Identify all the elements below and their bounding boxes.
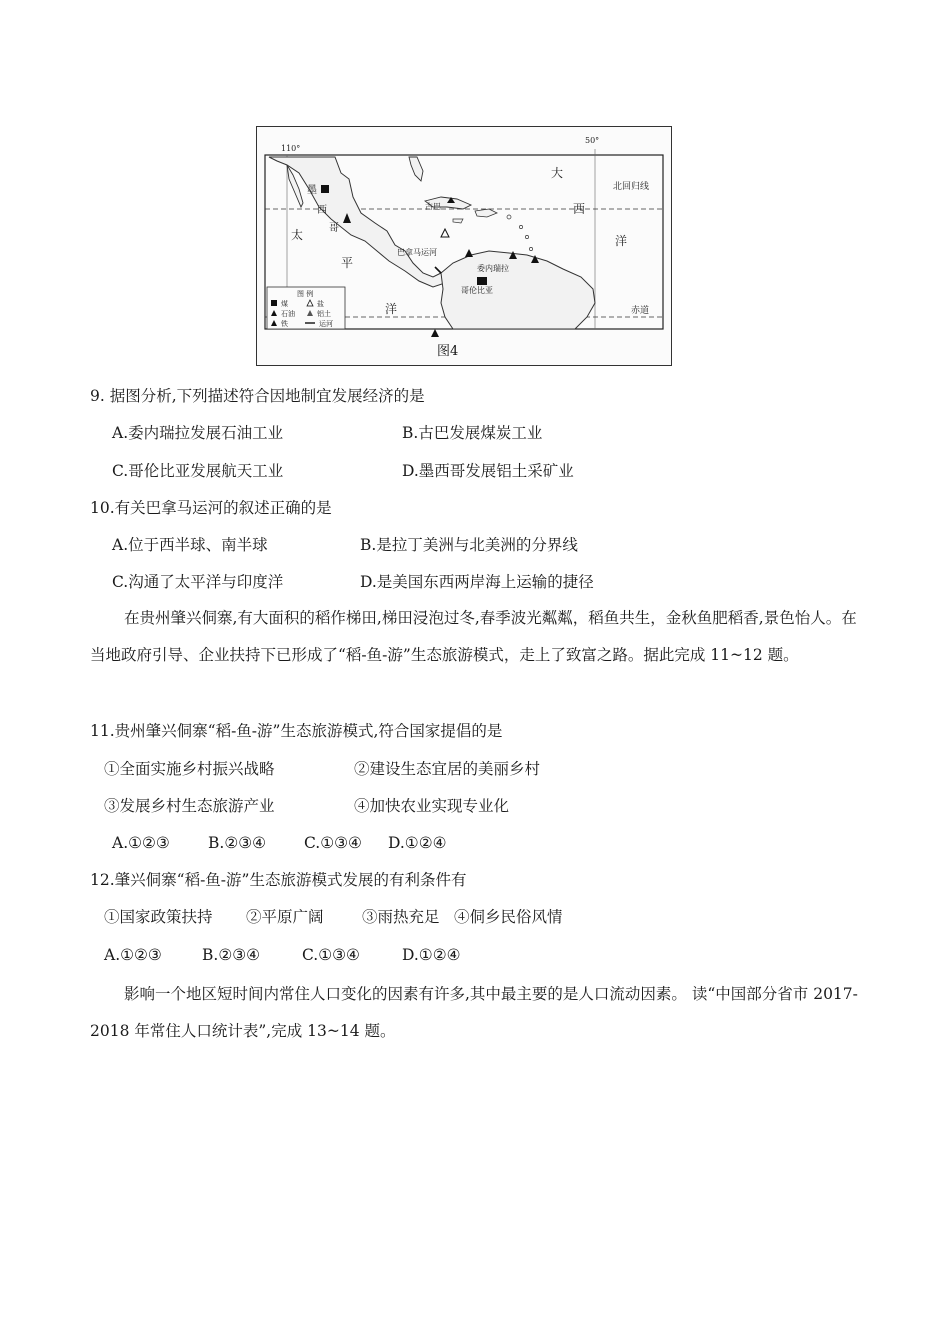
- q10-option-d[interactable]: D.是美国东西两岸海上运输的捷径: [360, 573, 594, 591]
- florida: [409, 157, 423, 181]
- coal-symbol-colombia: [477, 277, 487, 285]
- mexico-label-1: 墨: [307, 185, 317, 196]
- atlantic-label-1: 大: [551, 166, 564, 180]
- central-america-map: [257, 127, 671, 365]
- jamaica-island: [453, 219, 463, 223]
- q10-option-b[interactable]: B.是拉丁美洲与北美洲的分界线: [360, 536, 578, 554]
- q11-choice-c[interactable]: C.①③④: [304, 834, 362, 852]
- tropic-label: 北回归线: [613, 182, 650, 192]
- island-b: [519, 225, 522, 228]
- q12-choice-a[interactable]: A.①②③: [104, 946, 162, 964]
- atlantic-label-3: 洋: [615, 234, 628, 248]
- q12-choice-b[interactable]: B.②③④: [202, 946, 261, 964]
- q10-stem: 10.有关巴拿马运河的叙述正确的是: [90, 499, 332, 517]
- island-a: [507, 215, 511, 219]
- venezuela-label: 委内瑞拉: [477, 264, 509, 273]
- legend-iron: 铁: [281, 320, 288, 328]
- q11-choice-a[interactable]: A.①②③: [112, 834, 170, 852]
- q12-item-2: ②平原广阔: [246, 908, 324, 926]
- q9-stem: 9. 据图分析,下列描述符合因地制宜发展经济的是: [90, 387, 425, 405]
- island-c: [525, 235, 528, 238]
- mexico-label-3: 哥: [329, 223, 339, 234]
- q12-choice-d[interactable]: D.①②④: [402, 946, 461, 964]
- figure-4-map: [256, 126, 672, 366]
- lon-110-label: 110°: [281, 144, 301, 153]
- q12-item-3: ③雨热充足: [362, 908, 440, 926]
- island-d: [529, 247, 532, 250]
- q11-choice-d[interactable]: D.①②④: [388, 834, 447, 852]
- pacific-label-1: 太: [291, 228, 304, 242]
- legend-bauxite: 铝土: [317, 310, 331, 318]
- q9-option-d[interactable]: D.墨西哥发展铝土采矿业: [402, 462, 574, 480]
- equator-label: 赤道: [631, 306, 650, 316]
- q11-item-4: ④加快农业实现专业化: [354, 797, 510, 815]
- colombia-label: 哥伦比亚: [461, 286, 493, 295]
- salt-symbol: [441, 229, 449, 237]
- hispaniola-island: [475, 209, 497, 217]
- q11-stem: 11.贵州肇兴侗寨“稻-鱼-游”生态旅游模式,符合国家提倡的是: [90, 722, 503, 740]
- cuba-label: 古巴: [425, 202, 441, 211]
- q10-option-a[interactable]: A.位于西半球、南半球: [112, 536, 268, 554]
- q11-choice-b[interactable]: B.②③④: [208, 834, 267, 852]
- iron-symbol-south: [431, 329, 439, 337]
- q12-item-1: ①国家政策扶持: [104, 908, 213, 926]
- q9-option-a[interactable]: A.委内瑞拉发展石油工业: [112, 424, 284, 442]
- lon-50-label: 50°: [585, 136, 600, 145]
- q9-option-c[interactable]: C.哥伦比亚发展航天工业: [112, 462, 284, 480]
- legend-oil: 石油: [281, 310, 295, 318]
- passage-1: 在贵州肇兴侗寨,有大面积的稻作梯田,梯田浸泡过冬,春季波光粼粼，稻鱼共生，金秋鱼肥稻香,景色怡人。在当地政府引导、企业扶持下已形成了“稻-鱼-游”生态旅游模式，走上了致富之路。据此完成 11~12 题。: [90, 609, 857, 664]
- legend-salt: 盐: [317, 300, 324, 308]
- q9-option-b[interactable]: B.古巴发展煤炭工业: [402, 424, 543, 442]
- panama-canal-label: 巴拿马运河: [397, 248, 437, 257]
- coal-symbol-mexico: [321, 185, 329, 193]
- legend-canal: 运河: [319, 320, 333, 328]
- q10-option-c[interactable]: C.沟通了太平洋与印度洋: [112, 573, 284, 591]
- passage-2: 影响一个地区短时间内常住人口变化的因素有许多,其中最主要的是人口流动因素。 读“中国部分省市 2017-2018 年常住人口统计表”,完成 13~14 题。: [90, 985, 858, 1040]
- q11-item-3: ③发展乡村生态旅游产业: [104, 797, 275, 815]
- q11-item-1: ①全面实施乡村振兴战略: [104, 760, 275, 778]
- q12-item-4: ④侗乡民俗风情: [454, 908, 563, 926]
- q12-choice-c[interactable]: C.①③④: [302, 946, 360, 964]
- legend-coal: 煤: [281, 300, 288, 308]
- mexico-label-2: 西: [317, 205, 327, 216]
- panama-canal-mark: [435, 267, 441, 273]
- legend-coal-icon: [271, 300, 277, 306]
- pacific-label-2: 平: [341, 256, 354, 270]
- figure-caption: 图4: [437, 344, 459, 359]
- oil-symbol-colombia: [465, 249, 473, 257]
- q11-item-2: ②建设生态宜居的美丽乡村: [354, 760, 541, 778]
- q12-stem: 12.肇兴侗寨“稻-鱼-游”生态旅游模式发展的有利条件有: [90, 871, 467, 889]
- pacific-label-3: 洋: [385, 302, 398, 316]
- legend-title: 图 例: [297, 290, 314, 298]
- atlantic-label-2: 西: [573, 202, 586, 216]
